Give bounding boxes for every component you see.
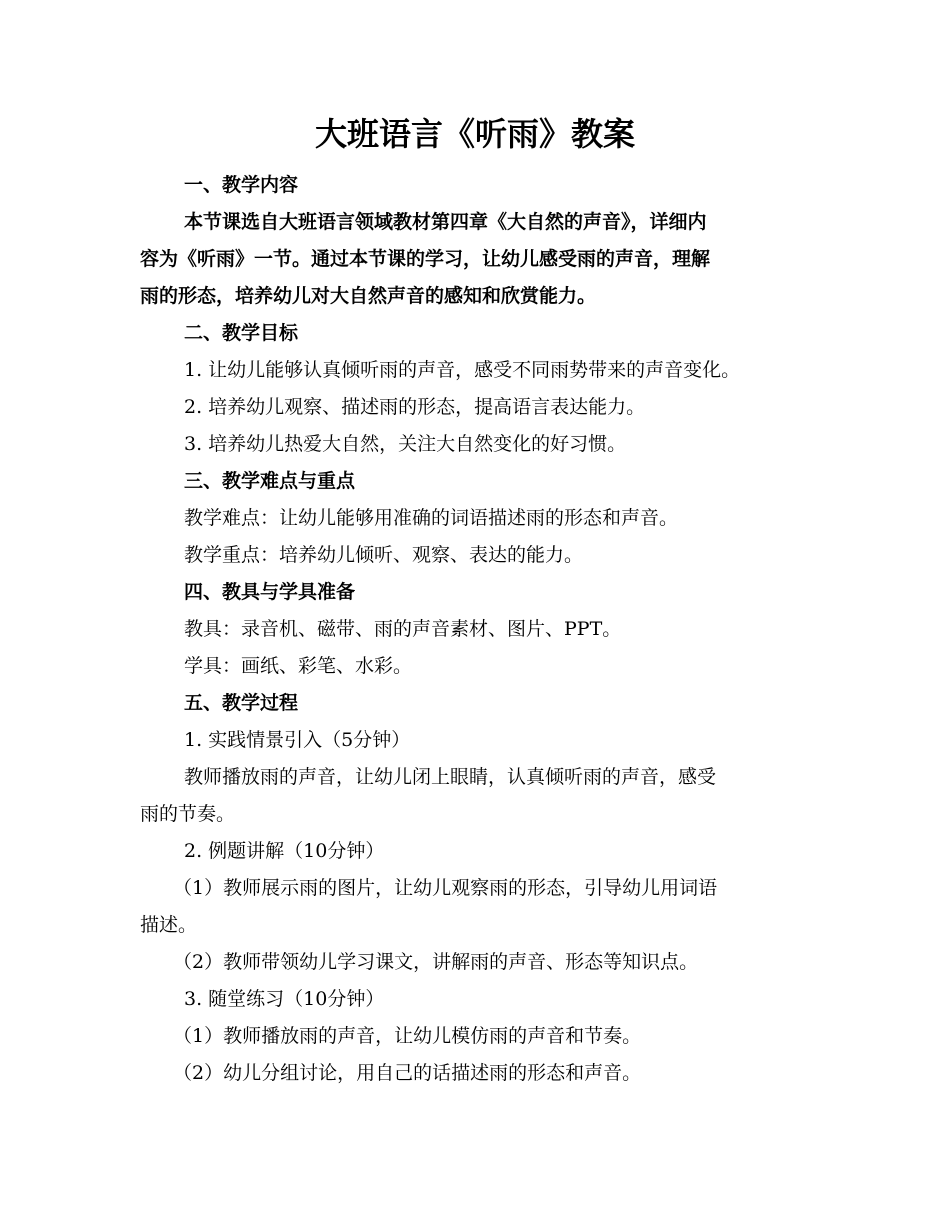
materials-item: 教具：录音机、磁带、雨的声音素材、图片、PPT。: [184, 618, 622, 640]
process-step: 3. 随堂练习（10分钟）: [184, 988, 385, 1010]
section-heading-goals: 二、教学目标: [184, 322, 299, 344]
section-heading-materials: 四、教具与学具准备: [184, 581, 356, 603]
materials-item: 学具：画纸、彩笔、水彩。: [184, 655, 413, 677]
paragraph-line: 本节课选自大班语言领域教材第四章《大自然的声音》，详细内: [184, 211, 707, 233]
process-step: 2. 例题讲解（10分钟）: [184, 840, 385, 862]
paragraph-line: （1）教师展示雨的图片，让幼儿观察雨的形态，引导幼儿用词语: [173, 877, 718, 899]
paragraph-line: （1）教师播放雨的声音，让幼儿模仿雨的声音和节奏。: [173, 1025, 642, 1047]
goal-item: 2. 培养幼儿观察、描述雨的形态，提高语言表达能力。: [184, 396, 646, 418]
paragraph-line: 雨的节奏。: [140, 803, 236, 825]
document-body: [140, 167, 830, 1092]
document-title: 大班语言《听雨》教案: [314, 115, 635, 153]
paragraph-line: 描述。: [140, 914, 198, 936]
paragraph-line: 雨的形态，培养幼儿对大自然声音的感知和欣赏能力。: [140, 285, 597, 307]
section-heading-process: 五、教学过程: [184, 692, 299, 714]
paragraph-line: （2）教师带领幼儿学习课文，讲解雨的声音、形态等知识点。: [173, 951, 699, 973]
paragraph-line: （2）幼儿分组讨论，用自己的话描述雨的形态和声音。: [173, 1062, 642, 1084]
key-point-item: 教学难点：让幼儿能够用准确的词语描述雨的形态和声音。: [184, 507, 679, 529]
section-heading-content: 一、教学内容: [184, 174, 299, 196]
paragraph-line: 容为《听雨》一节。通过本节课的学习，让幼儿感受雨的声音，理解: [140, 248, 711, 270]
key-point-item: 教学重点：培养幼儿倾听、观察、表达的能力。: [184, 544, 584, 566]
goal-item: 1. 让幼儿能够认真倾听雨的声音，感受不同雨势带来的声音变化。: [184, 359, 741, 381]
goal-item: 3. 培养幼儿热爱大自然，关注大自然变化的好习惯。: [184, 433, 627, 455]
process-step: 1. 实践情景引入（5分钟）: [184, 729, 411, 751]
paragraph-line: 教师播放雨的声音，让幼儿闭上眼睛，认真倾听雨的声音，感受: [184, 766, 717, 788]
section-heading-key-points: 三、教学难点与重点: [184, 470, 356, 492]
